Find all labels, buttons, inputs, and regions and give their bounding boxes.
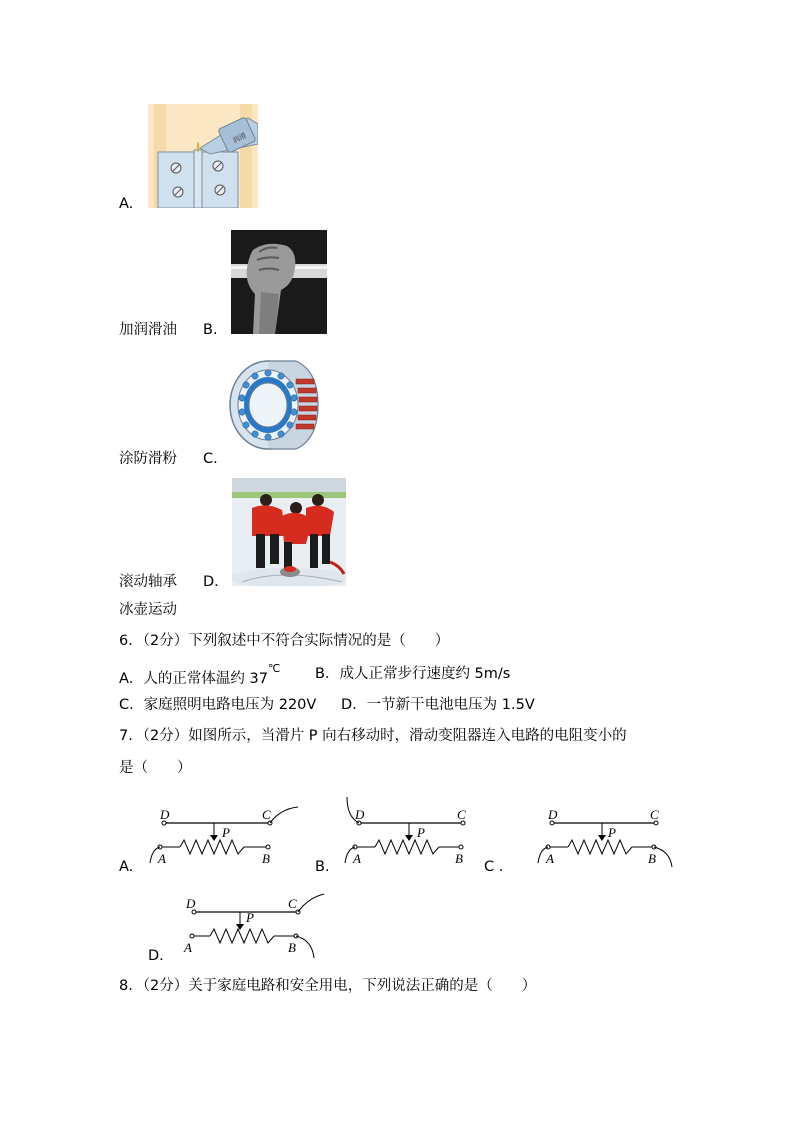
q7d-label-d: D xyxy=(186,896,196,911)
q7c-label-c: C xyxy=(650,807,659,822)
q6-stem: 6．（2分）下列叙述中不符合实际情况的是（ ） xyxy=(119,633,450,649)
q7-option-a: A. xyxy=(119,859,134,875)
q7b-label-d: D xyxy=(355,807,365,822)
q7-stem-line2: 是（ ） xyxy=(119,760,192,776)
q6-option-a-unit: ℃ xyxy=(267,662,281,675)
hinge-oil-image xyxy=(148,104,258,208)
option-c-caption: 滚动轴承 xyxy=(119,574,177,590)
q6-option-c: C．家庭照明电路电压为 220V xyxy=(119,697,317,713)
q7b-label-c: C xyxy=(457,807,466,822)
q6-option-a-text: A．人的正常体温约 37 xyxy=(119,670,268,687)
q7d-label-b: B xyxy=(288,940,296,955)
option-c-letter: C. xyxy=(203,451,218,467)
option-a-caption: 加润滑油 xyxy=(119,322,177,338)
q7-circuit-c xyxy=(528,805,688,875)
q7d-label-p: P xyxy=(246,910,254,925)
q6-option-d: D．一节新干电池电压为 1.5V xyxy=(341,697,535,713)
q7b-label-a: A xyxy=(353,851,361,866)
curling-image xyxy=(232,478,346,586)
q7-circuit-a xyxy=(140,805,310,875)
q7a-label-b: B xyxy=(262,851,270,866)
q7-circuit-d xyxy=(170,890,330,962)
q7c-label-a: A xyxy=(546,851,554,866)
q7a-label-a: A xyxy=(158,851,166,866)
q7-option-d: D. xyxy=(148,948,164,964)
q7-option-b: B. xyxy=(315,859,330,875)
option-d-letter: D. xyxy=(203,574,219,590)
option-b-letter: B. xyxy=(203,322,218,338)
q7-stem-line1: 7．（2分）如图所示，当滑片 P 向右移动时，滑动变阻器连入电路的电阻变小的 xyxy=(119,728,627,744)
q7a-label-c: C xyxy=(262,807,271,822)
hand-grip-image xyxy=(231,230,327,334)
q7a-label-p: P xyxy=(222,825,230,840)
q7d-label-a: A xyxy=(184,940,192,955)
q7d-label-c: C xyxy=(288,896,297,911)
q7c-label-d: D xyxy=(548,807,558,822)
q7c-label-p: P xyxy=(608,825,616,840)
q6-option-b: B．成人正常步行速度约 5m/s xyxy=(315,666,511,682)
q7b-label-p: P xyxy=(417,825,425,840)
option-b-caption: 涂防滑粉 xyxy=(119,451,177,467)
q8-stem: 8．（2分）关于家庭电路和安全用电，下列说法正确的是（ ） xyxy=(119,978,537,994)
q7c-label-b: B xyxy=(648,851,656,866)
q7b-label-b: B xyxy=(455,851,463,866)
q7-circuit-b xyxy=(335,795,485,875)
q6-option-a xyxy=(119,664,280,689)
option-a-letter: A. xyxy=(119,196,134,212)
roller-bearing-image xyxy=(228,355,320,453)
q7a-label-d: D xyxy=(160,807,170,822)
option-d-caption: 冰壶运动 xyxy=(119,602,177,618)
svg-text:润滑: 润滑 xyxy=(231,131,248,145)
q7-option-c: C . xyxy=(484,859,504,875)
